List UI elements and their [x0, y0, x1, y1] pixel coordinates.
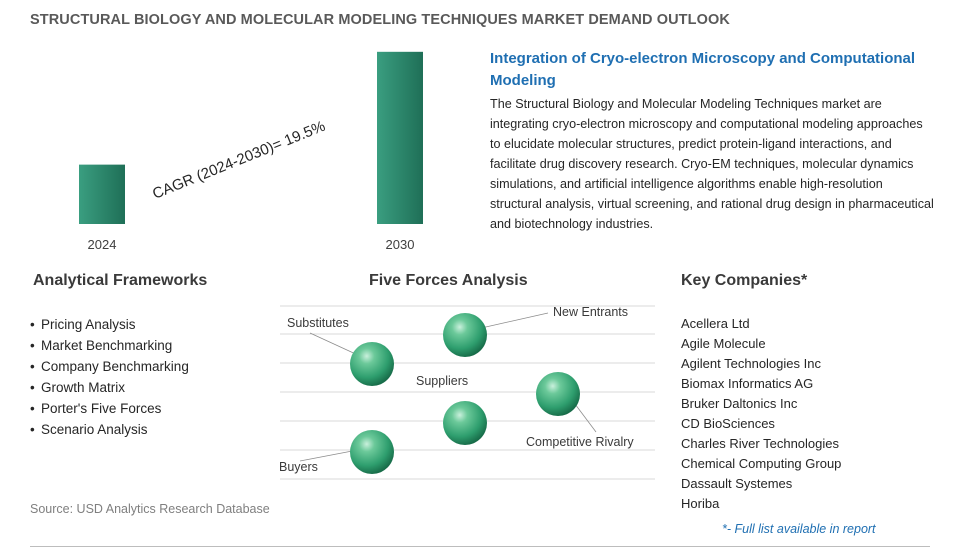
page-title: STRUCTURAL BIOLOGY AND MOLECULAR MODELING TECHNIQUES MARKET DEMAND OUTLOOK	[30, 12, 730, 28]
list-item: Dassault Systemes	[681, 476, 793, 491]
bullet-icon: •	[30, 359, 35, 374]
bullet-icon: •	[30, 380, 35, 395]
list-item: Horiba	[681, 496, 720, 511]
list-item: Chemical Computing Group	[681, 456, 842, 471]
force-label-buyers: Buyers	[279, 460, 318, 474]
key-companies-title: Key Companies*	[681, 272, 808, 289]
bullet-icon: •	[30, 422, 35, 437]
x-tick-label-2030: 2030	[385, 237, 415, 252]
list-item: • Pricing Analysis	[30, 314, 189, 335]
list-item: Agile Molecule	[681, 336, 766, 351]
list-item: Charles River Technologies	[681, 436, 840, 451]
x-tick-label-2024: 2024	[87, 237, 117, 252]
list-item: • Company Benchmarking	[30, 356, 189, 377]
frameworks-title: Analytical Frameworks	[33, 272, 208, 289]
bullet-icon: •	[30, 338, 35, 353]
bottom-divider	[30, 546, 930, 547]
list-item: • Growth Matrix	[30, 377, 189, 398]
list-item: Bruker Daltonics Inc	[681, 396, 798, 411]
sphere-buyers-icon	[350, 430, 394, 474]
highlight-title: Integration of Cryo-electron Microscopy and Computational Modeling	[490, 50, 916, 89]
list-item: Biomax Informatics AG	[681, 376, 814, 391]
list-item: • Scenario Analysis	[30, 419, 189, 440]
list-item: • Porter's Five Forces	[30, 398, 189, 419]
list-item: • Market Benchmarking	[30, 335, 189, 356]
sphere-new-entrants-icon	[443, 313, 487, 357]
sphere-suppliers-icon	[443, 401, 487, 445]
force-label-competitive-rivalry: Competitive Rivalry	[526, 435, 634, 449]
companies-list	[681, 314, 841, 514]
list-item: Agilent Technologies Inc	[681, 356, 821, 371]
cagr-annotation: CAGR (2024-2030)= 19.5%	[150, 117, 328, 203]
bullet-icon: •	[30, 317, 35, 332]
force-label-substitutes: Substitutes	[287, 316, 349, 330]
force-label-new-entrants: New Entrants	[553, 305, 629, 319]
five-forces-title: Five Forces Analysis	[369, 272, 528, 289]
highlight-body: The Structural Biology and Molecular Modeling Techniques market are integrating cryo-electron microscopy and computational modeling approaches to elucidate molecular structures, predict protein-ligand interactions, and facilitate drug discovery research. Cryo-EM techniques, molecular dynamics simulations, and artificial intelligence algorithms enable high-resolution structural analysis, virtual screening, and rational drug design in pharmaceutical and biotechnology industries.	[490, 97, 934, 231]
list-item: CD BioSciences	[681, 416, 775, 431]
sphere-substitutes-icon	[350, 342, 394, 386]
force-label-suppliers: Suppliers	[416, 374, 469, 388]
sphere-competitive-rivalry-icon	[536, 372, 580, 416]
list-item: Acellera Ltd	[681, 316, 750, 331]
bullet-icon: •	[30, 401, 35, 416]
source-note: Source: USD Analytics Research Database	[30, 502, 270, 516]
companies-note: *- Full list available in report	[722, 522, 876, 536]
